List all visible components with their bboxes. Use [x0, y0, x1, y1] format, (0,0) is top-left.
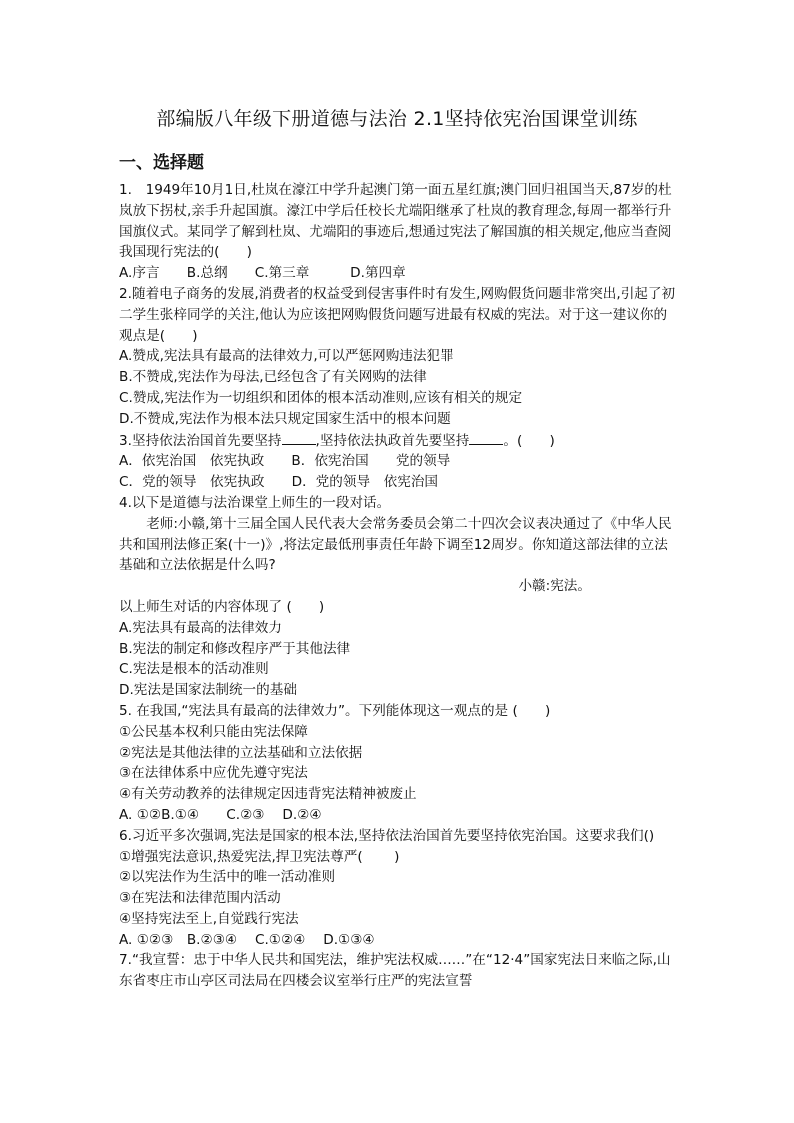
question-5-item-3: ③在法律体系中应优先遵守宪法: [119, 765, 308, 782]
question-4-stem: 4.以下是道德与法治课堂上师生的一段对话。: [119, 494, 391, 511]
question-1-options: A.序言 B.总纲 C.第三章 D.第四章: [119, 265, 406, 282]
question-5-stem: 5. 在我国,“宪法具有最高的法律效力”。下列能体现这一观点的是 ( ): [119, 702, 551, 719]
question-5-item-2: ②宪法是其他法律的立法基础和立法依据: [119, 744, 363, 761]
question-6-item-1: ①增强宪法意识,热爱宪法,捍卫宪法尊严( ): [119, 848, 400, 865]
answer-blank: [282, 430, 316, 445]
question-3-stem-part-3: 。( ): [503, 432, 555, 449]
question-4-student-dialogue: 小赣:宪法。: [518, 578, 591, 595]
question-2-option-b: B.不赞成,宪法作为母法,已经包含了有关网购的法律: [119, 369, 427, 386]
question-list: [119, 180, 679, 992]
question-5-options: A. ①②B.①④ C.②③ D.②④: [119, 806, 322, 823]
question-6-stem: 6.习近平多次强调,宪法是国家的根本法,坚持依法治国首先要坚持依宪治国。这要求我们(): [119, 827, 655, 844]
question-2-option-c: C.赞成,宪法作为一切组织和团体的根本活动准则,应该有相关的规定: [119, 389, 523, 406]
question-3-stem-part-1: 3.坚持依法治国首先要坚持: [119, 432, 282, 449]
question-4-teacher-dialogue: 老师:小赣,第十三届全国人民代表大会常务委员会第二十四次会议表决通过了《中华人民共和国刑法修正案(十一)》,将法定最低刑事责任年龄下调至12周岁。你知道这部法律的立法基础和立法依据是什么吗?: [119, 515, 672, 574]
question-2-stem: 2.随着电子商务的发展,消费者的权益受到侵害事件时有发生,网购假货问题非常突出,引起了初二学生张梓同学的关注,他认为应该把网购假货问题写进最有权威的宪法。对于这一建议你的观点是( ): [119, 285, 676, 344]
question-6-item-4: ④坚持宪法至上,自觉践行宪法: [119, 910, 299, 927]
question-6-options: A. ①②③ B.②③④ C.①②④ D.①③④: [119, 931, 375, 948]
question-7-stem: 7.“我宣誓：忠于中华人民共和国宪法，维护宪法权威……”在“12·4”国家宪法日来临之际,山东省枣庄市山亭区司法局在四楼会议室举行庄严的宪法宣誓: [119, 952, 671, 990]
question-4-option-a: A.宪法具有最高的法律效力: [119, 619, 282, 636]
document-title: 部编版八年级下册道德与法治 2.1坚持依宪治国课堂训练: [156, 108, 638, 130]
question-6-item-2: ②以宪法作为生活中的唯一活动准则: [119, 869, 336, 886]
question-5-item-4: ④有关劳动教养的法律规定因违背宪法精神被废止: [119, 786, 417, 803]
question-2-option-a: A.赞成,宪法具有最高的法律效力,可以严惩网购违法犯罪: [119, 348, 454, 365]
question-3-stem-part-2: ,坚持依法执政首先要坚持: [315, 432, 470, 449]
question-6-item-3: ③在宪法和法律范围内活动: [119, 890, 281, 907]
question-3-options-ab: A．依宪治国 依宪执政 B．依宪治国 党的领导: [119, 453, 451, 470]
question-4-option-d: D.宪法是国家法制统一的基础: [119, 682, 297, 699]
answer-blank: [469, 430, 503, 445]
question-3-stem: [119, 430, 679, 452]
question-2-option-d: D.不赞成,宪法作为根本法只规定国家生活中的根本问题: [119, 410, 451, 427]
section-heading: 一、选择题: [119, 153, 204, 173]
question-4-option-b: B.宪法的制定和修改程序严于其他法律: [119, 640, 351, 657]
question-3-options-cd: C．党的领导 依宪执政 D．党的领导 依宪治国: [119, 474, 439, 491]
question-4-option-c: C.宪法是根本的活动准则: [119, 661, 269, 678]
question-1-stem: 1. 1949年10月1日,杜岚在濠江中学升起澳门第一面五星红旗;澳门回归祖国当天,87岁的杜岚放下拐杖,亲手升起国旗。濠江中学后任校长尤端阳继承了杜岚的教育理念,每周一都举行升国旗仪式。某同学了解到杜岚、尤端阳的事迹后,想通过宪法了解国旗的相关规定,他应当查阅我国现行宪法的( ): [119, 182, 672, 261]
question-5-item-1: ①公民基本权利只能由宪法保障: [119, 723, 308, 740]
question-4-ask: 以上师生对话的内容体现了 ( ): [119, 598, 325, 615]
